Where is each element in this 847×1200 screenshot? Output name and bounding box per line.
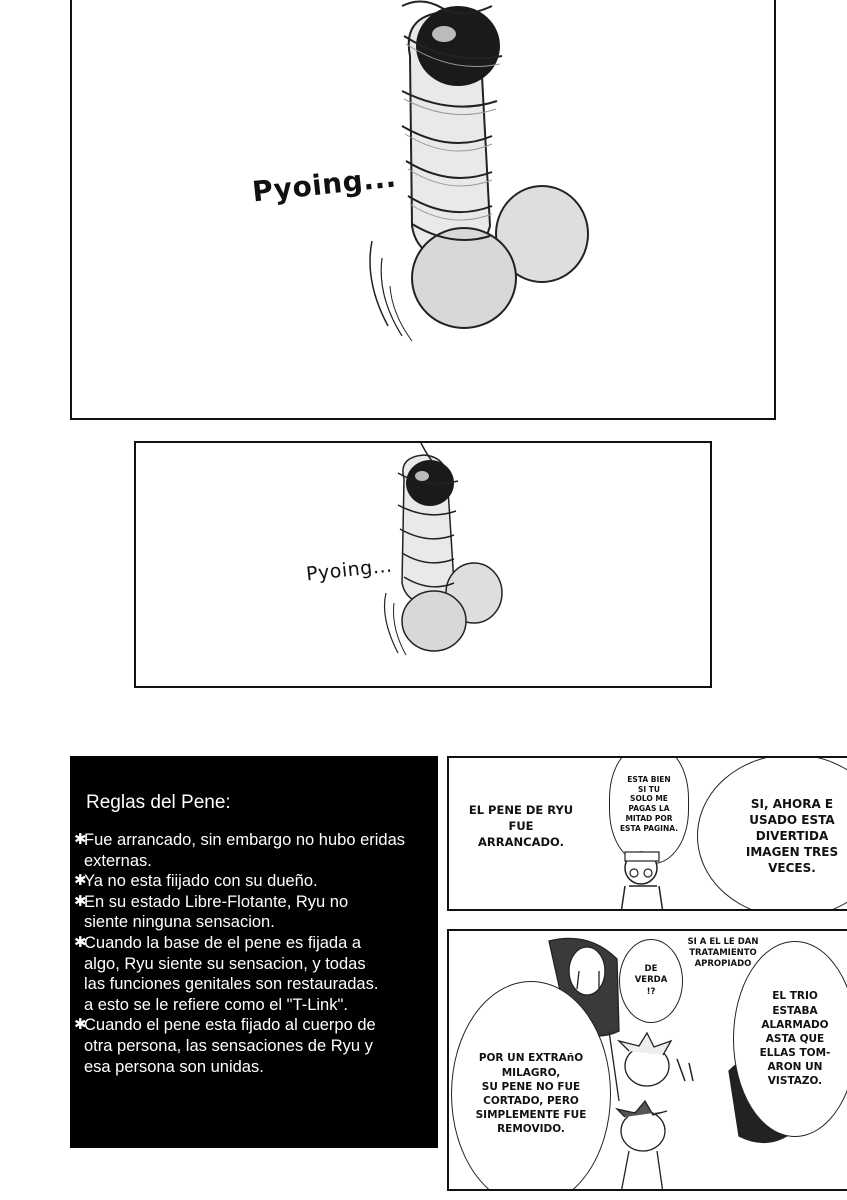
speech-text-small: SI A EL LE DAN TRATAMIENTO APROPIADO: [687, 937, 759, 970]
rule-line: [74, 1057, 428, 1078]
tied-object-illustration: [72, 0, 776, 420]
rule-text: Fue arrancado, sin embargo no hubo eridas: [84, 831, 406, 849]
narration-caption: EL PENE DE RYU FUE ARRANCADO.: [468, 803, 574, 850]
rules-list: [74, 830, 428, 1077]
asterisk-icon: ✱: [74, 872, 87, 890]
asterisk-icon: ✱: [74, 1016, 87, 1034]
manga-panel-middle: [134, 441, 712, 688]
manga-panel-four: [447, 929, 847, 1191]
rule-text: Cuando el pene esta fijado al cuerpo de: [84, 1016, 376, 1035]
rule-text: siente ninguna sensacion.: [84, 913, 275, 932]
sound-effect: Pyoing...: [305, 554, 394, 586]
rule-text: externas.: [84, 851, 152, 870]
sound-effect: Pyoing...: [250, 160, 398, 209]
speech-text: DE VERDA !?: [634, 963, 668, 997]
speech-text: SI, AHORA E USADO ESTA DIVERTIDA IMAGEN TRES VECES.: [745, 796, 839, 876]
rule-text: algo, Ryu siente su sensacion, y todas: [84, 954, 366, 973]
rule-text: Ya no esta fiijado con su dueño.: [84, 872, 318, 891]
rule-line: [74, 974, 428, 995]
rule-text: a esto se le refiere como el "T-Link".: [84, 995, 348, 1014]
rule-line: [74, 830, 428, 851]
speech-balloon-right: [733, 941, 847, 1137]
asterisk-icon: ✱: [74, 933, 87, 951]
rule-line: [74, 1015, 428, 1036]
speech-text: EL TRIO ESTABA ALARMADO ASTA QUE ELLAS TOM- ARON UN VISTAZO.: [759, 990, 831, 1088]
rule-line: [74, 892, 428, 913]
rule-line: [74, 954, 428, 975]
tied-object-illustration: [136, 443, 712, 688]
speech-text: POR UN EXTRAñO MILAGRO, SU PENE NO FUE CORTADO, PERO SIMPLEMENTE FUE REMOVIDO.: [475, 1052, 587, 1136]
rule-line: [74, 933, 428, 954]
rules-box: [70, 756, 438, 1148]
manga-panel-top: [70, 0, 776, 420]
rule-text: Cuando la base de el pene es fijada a: [84, 933, 362, 952]
speech-balloon-question: [619, 939, 683, 1023]
rule-line: [74, 912, 428, 933]
asterisk-icon: ✱: [74, 831, 87, 848]
rule-line: [74, 871, 428, 892]
rule-line: [74, 1036, 428, 1057]
rule-line: [74, 851, 428, 872]
small-note-text: ESTA BIEN SI TU SOLO ME PAGAS LA MITAD POR ESTA PAGINA.: [619, 774, 679, 833]
rule-text: esa persona son unidas.: [84, 1057, 264, 1076]
rule-line: [74, 995, 428, 1016]
asterisk-icon: ✱: [74, 892, 87, 910]
speech-balloon-left: [451, 981, 611, 1191]
rules-title: Reglas del Pene:: [86, 792, 231, 813]
manga-panel-three: [447, 756, 847, 911]
rule-text: las funciones genitales son restauradas.: [84, 975, 379, 994]
rule-text: otra persona, las sensaciones de Ryu y: [84, 1036, 373, 1055]
rule-text: En su estado Libre-Flotante, Ryu no: [84, 892, 349, 911]
